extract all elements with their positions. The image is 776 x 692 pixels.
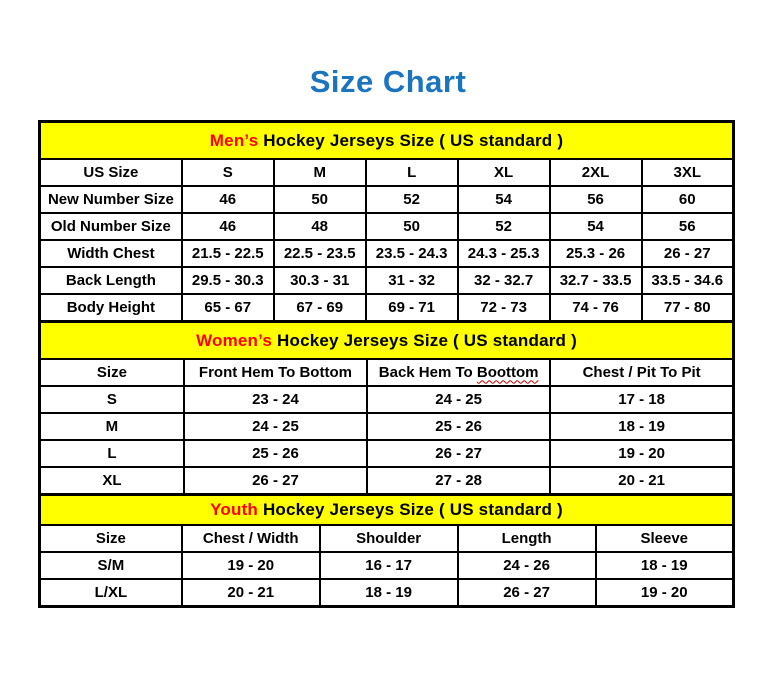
womens-section-highlight: Women’s (196, 330, 273, 350)
mens-cell: 25.3 - 26 (550, 240, 642, 267)
mens-cell: 32 - 32.7 (458, 267, 550, 294)
womens-column-header: Chest / Pit To Pit (550, 359, 733, 386)
mens-cell: 46 (182, 186, 274, 213)
youth-cell: 18 - 19 (320, 579, 458, 607)
page-title: Size Chart (309, 64, 467, 99)
mens-section-rest: Hockey Jerseys Size ( US standard ) (258, 130, 564, 150)
table-row (40, 294, 734, 322)
youth-row-label: S/M (40, 552, 182, 579)
womens-cell: 24 - 25 (184, 413, 367, 440)
table-row (40, 240, 734, 267)
mens-column-header: S (182, 159, 274, 186)
mens-cell: 67 - 69 (274, 294, 366, 322)
womens-cell: 24 - 25 (367, 386, 550, 413)
womens-row-label: L (40, 440, 184, 467)
youth-cell: 24 - 26 (458, 552, 596, 579)
youth-cell: 16 - 17 (320, 552, 458, 579)
womens-cell: 27 - 28 (367, 467, 550, 495)
mens-row-label: Width Chest (40, 240, 182, 267)
mens-row-label: Body Height (40, 294, 182, 322)
mens-cell: 48 (274, 213, 366, 240)
mens-cell: 24.3 - 25.3 (458, 240, 550, 267)
mens-cell: 69 - 71 (366, 294, 458, 322)
youth-column-header: Chest / Width (182, 525, 320, 552)
youth-size-table (38, 493, 735, 608)
table-row (40, 386, 734, 413)
mens-row-label: Back Length (40, 267, 182, 294)
womens-back-hem-prefix: Back Hem To (378, 363, 477, 381)
mens-header-row (40, 159, 734, 186)
mens-cell: 54 (458, 186, 550, 213)
mens-section-row (40, 122, 734, 160)
mens-cell: 74 - 76 (550, 294, 642, 322)
womens-cell: 26 - 27 (184, 467, 367, 495)
womens-row-label: M (40, 413, 184, 440)
youth-section-highlight: Youth (210, 500, 259, 520)
womens-cell: 20 - 21 (550, 467, 733, 495)
mens-section-header (40, 122, 734, 160)
youth-cell: 19 - 20 (182, 552, 320, 579)
table-row (40, 213, 734, 240)
womens-cell: 23 - 24 (184, 386, 367, 413)
mens-cell: 22.5 - 23.5 (274, 240, 366, 267)
mens-column-header: 2XL (550, 159, 642, 186)
womens-header-row (40, 359, 734, 386)
mens-cell: 33.5 - 34.6 (642, 267, 734, 294)
table-row (40, 267, 734, 294)
mens-cell: 32.7 - 33.5 (550, 267, 642, 294)
youth-cell: 19 - 20 (596, 579, 734, 607)
womens-cell: 17 - 18 (550, 386, 733, 413)
mens-cell: 26 - 27 (642, 240, 734, 267)
womens-section-header (40, 322, 734, 360)
mens-cell: 54 (550, 213, 642, 240)
womens-section-row (40, 322, 734, 360)
youth-column-header: Shoulder (320, 525, 458, 552)
mens-cell: 65 - 67 (182, 294, 274, 322)
table-row (40, 413, 734, 440)
womens-row-label: XL (40, 467, 184, 495)
mens-column-header: M (274, 159, 366, 186)
youth-cell: 18 - 19 (596, 552, 734, 579)
womens-section-rest: Hockey Jerseys Size ( US standard ) (272, 330, 577, 350)
mens-cell: 72 - 73 (458, 294, 550, 322)
mens-cell: 30.3 - 31 (274, 267, 366, 294)
table-row (40, 440, 734, 467)
womens-cell: 26 - 27 (367, 440, 550, 467)
mens-cell: 52 (366, 186, 458, 213)
table-row (40, 467, 734, 495)
mens-cell: 31 - 32 (366, 267, 458, 294)
youth-cell: 20 - 21 (182, 579, 320, 607)
youth-section-rest: Hockey Jerseys Size ( US standard ) (258, 500, 563, 520)
womens-row-label: S (40, 386, 184, 413)
mens-cell: 52 (458, 213, 550, 240)
youth-column-header: Length (458, 525, 596, 552)
mens-column-header: XL (458, 159, 550, 186)
mens-cell: 50 (274, 186, 366, 213)
mens-cell: 29.5 - 30.3 (182, 267, 274, 294)
size-chart-tables (38, 120, 735, 608)
table-row (40, 579, 734, 607)
womens-cell: 25 - 26 (367, 413, 550, 440)
mens-row-label: Old Number Size (40, 213, 182, 240)
mens-column-header: US Size (40, 159, 182, 186)
mens-cell: 77 - 80 (642, 294, 734, 322)
mens-cell: 46 (182, 213, 274, 240)
womens-cell: 19 - 20 (550, 440, 733, 467)
mens-cell: 56 (642, 213, 734, 240)
womens-size-table (38, 320, 735, 496)
table-row (40, 186, 734, 213)
mens-row-label: New Number Size (40, 186, 182, 213)
womens-cell: 18 - 19 (550, 413, 733, 440)
womens-column-header: Size (40, 359, 184, 386)
womens-column-header: Front Hem To Bottom (184, 359, 367, 386)
mens-section-highlight: Men’s (209, 130, 259, 150)
mens-column-header: L (366, 159, 458, 186)
womens-cell: 25 - 26 (184, 440, 367, 467)
youth-header-row (40, 525, 734, 552)
mens-cell: 23.5 - 24.3 (366, 240, 458, 267)
womens-back-hem-misspelled-word: Boottom (476, 363, 539, 381)
youth-section-header (40, 495, 734, 526)
youth-row-label: L/XL (40, 579, 182, 607)
youth-column-header: Sleeve (596, 525, 734, 552)
youth-section-row (40, 495, 734, 526)
mens-cell: 60 (642, 186, 734, 213)
mens-column-header: 3XL (642, 159, 734, 186)
mens-size-table (38, 120, 735, 323)
mens-cell: 50 (366, 213, 458, 240)
table-row (40, 552, 734, 579)
youth-cell: 26 - 27 (458, 579, 596, 607)
mens-cell: 21.5 - 22.5 (182, 240, 274, 267)
womens-column-header (367, 359, 550, 386)
mens-cell: 56 (550, 186, 642, 213)
youth-column-header: Size (40, 525, 182, 552)
